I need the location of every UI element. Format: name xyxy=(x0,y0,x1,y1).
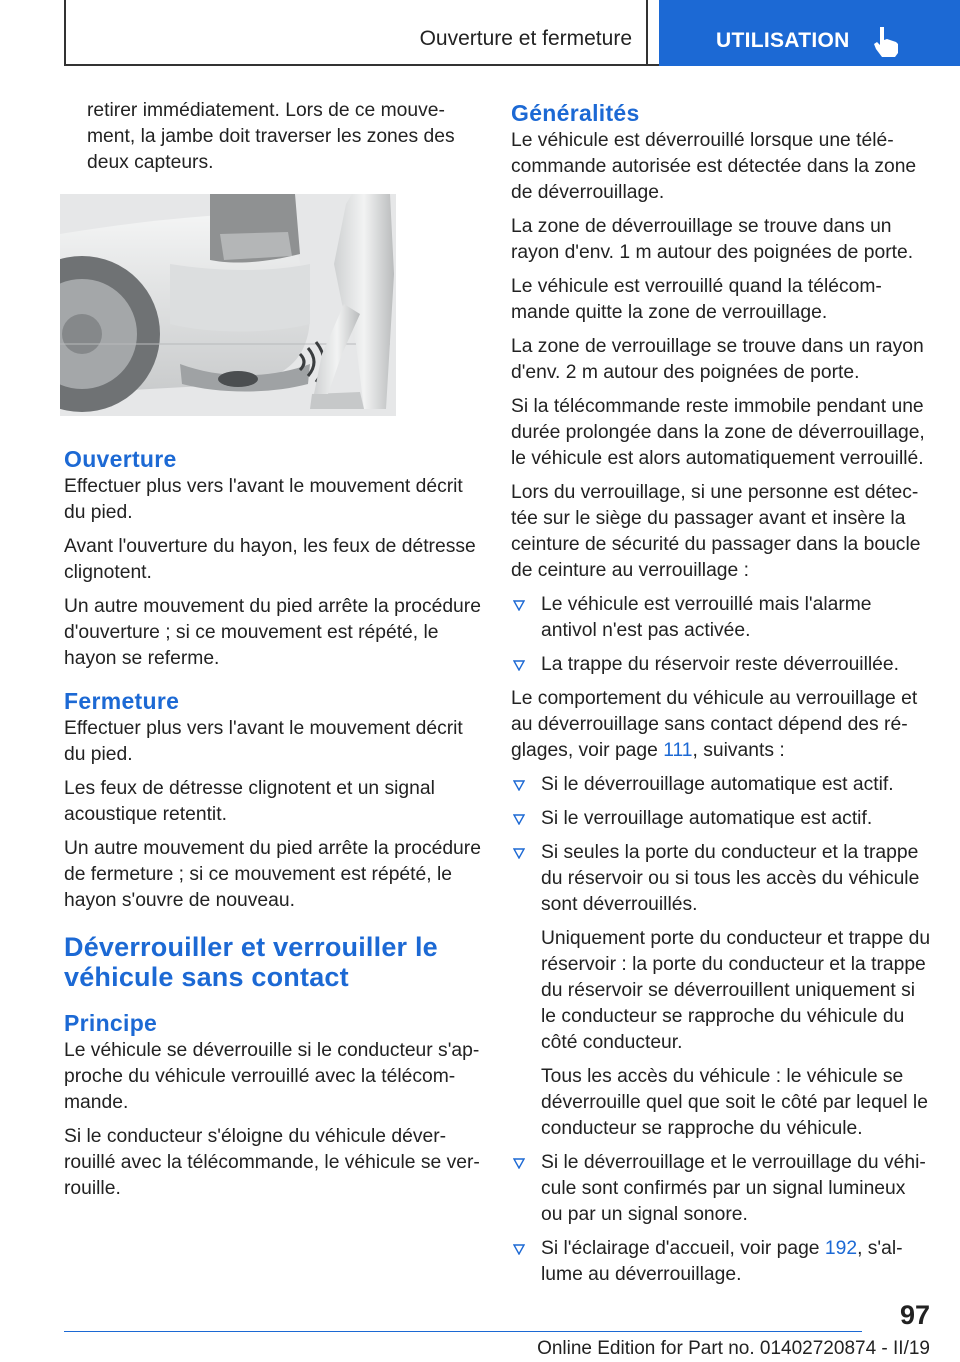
header-section-title xyxy=(64,0,648,64)
section-heading: Déverrouiller et verrouiller le véhicule sans contact xyxy=(64,932,438,992)
triangle-bullet-icon xyxy=(513,1158,525,1169)
triangle-bullet-icon xyxy=(513,1244,525,1255)
triangle-bullet-icon xyxy=(513,600,525,611)
bullet-text: Si le déverrouillage automatique est actif. xyxy=(541,774,894,795)
bullet-tail: , s'allume au déverrouillage. xyxy=(541,1238,903,1285)
ouverture-p2: Avant l'ouverture du hayon, les feux de détresse clignotent. xyxy=(64,536,476,583)
bullet-text: Le véhicule est verrouillé mais l'alarme antivol n'est pas activée. xyxy=(541,594,872,641)
continued-text: retirer immédiatement. Lors de ce mouvement, la jambe doit traverser les zones des deux capteurs. xyxy=(87,100,455,173)
page-link-111[interactable]: 111 xyxy=(663,740,693,761)
generalites-p3: Le véhicule est verrouillé quand la télécommande quitte la zone de verrouillage. xyxy=(511,276,882,323)
generalites-p1: Le véhicule est déverrouillé lorsque une télécommande autorisée est détectée dans la zone de déverrouillage. xyxy=(511,130,917,203)
fermeture-p1: Effectuer plus vers l'avant le mouvement décrit du pied. xyxy=(64,718,463,765)
triangle-bullet-icon xyxy=(513,814,525,825)
section-title-text: Ouverture et fermeture xyxy=(419,27,632,50)
bullet-text: Si le déverrouillage et le verrouillage du véhicule sont confirmés par un signal lumineux ou par un signal sonore. xyxy=(541,1152,926,1225)
tailgate-foot-sensor-illustration xyxy=(60,194,396,416)
triangle-bullet-icon xyxy=(513,660,525,671)
page-link-192[interactable]: 192 xyxy=(824,1238,858,1259)
bullet-text: Si seules la porte du conducteur et la trappe du réservoir ou si tous les accès du véhicule sont déverrouillés. xyxy=(541,842,920,915)
generalites-p4: La zone de verrouillage se trouve dans un rayon d'env. 2 m autour des poignées de porte. xyxy=(511,336,924,383)
bullet-text: Si le verrouillage automatique est actif. xyxy=(541,808,873,829)
list-item xyxy=(511,806,931,832)
left-column xyxy=(64,98,482,184)
chapter-tab[interactable] xyxy=(659,0,960,66)
edition-text: Online Edition for Part no. 01402720874 - II/19 xyxy=(537,1338,930,1359)
list-item xyxy=(511,840,931,918)
pointing-hand-icon xyxy=(870,25,904,59)
bullet-text: La trappe du réservoir reste déverrouillée. xyxy=(541,654,899,675)
bullet-text: Si l'éclairage d'accueil, voir page xyxy=(541,1238,825,1259)
triangle-bullet-icon xyxy=(513,780,525,791)
list-item xyxy=(511,592,931,644)
list-item xyxy=(511,652,931,678)
heading-ouverture: Ouverture xyxy=(64,446,177,472)
fermeture-p2: Les feux de détresse clignotent et un signal acoustique retentit. xyxy=(64,778,435,825)
principe-p2: Si le conducteur s'éloigne du véhicule déverrouillé avec la télécommande, le véhicule se verrouille. xyxy=(64,1126,480,1199)
list-item xyxy=(511,1150,931,1228)
list-item xyxy=(511,1236,931,1288)
principe-p1: Le véhicule se déverrouille si le conducteur s'approche du véhicule verrouillé avec la télécommande. xyxy=(64,1040,480,1113)
triangle-bullet-icon xyxy=(513,848,525,859)
ouverture-p3: Un autre mouvement du pied arrête la procédure d'ouverture ; si ce mouvement est répété, le hayon se referme. xyxy=(64,596,481,669)
left-column-lower xyxy=(64,444,482,1210)
right-column xyxy=(511,98,931,1296)
sub-paragraph-2: Tous les accès du véhicule : le véhicule se déverrouille quel que soit le côté par lequel le conducteur se rapproche du véhicule. xyxy=(541,1066,928,1139)
page-number: 97 xyxy=(899,1300,930,1330)
ouverture-p1: Effectuer plus vers l'avant le mouvement décrit du pied. xyxy=(64,476,463,523)
p7-text: Le comportement du véhicule au verrouillage et au déverrouillage sans contact dépend des réglages, voir page xyxy=(511,688,918,761)
p7-tail: , suivants : xyxy=(692,740,785,761)
fermeture-p3: Un autre mouvement du pied arrête la procédure de fermeture ; si ce mouvement est répété, le hayon s'ouvre de nouveau. xyxy=(64,838,481,911)
footer-divider xyxy=(64,1331,862,1332)
heading-fermeture: Fermeture xyxy=(64,688,180,714)
chapter-tab-label: UTILISATION xyxy=(716,29,850,52)
generalites-p6: Lors du verrouillage, si une personne est détectée sur le siège du passager avant et insère la ceinture de sécurité du passager dans la boucle de ceinture au verrouillage : xyxy=(511,482,921,581)
car-rear-image xyxy=(60,194,396,416)
sub-paragraph-1: Uniquement porte du conducteur et trappe du réservoir : la porte du conducteur et la trappe du réservoir se déverrouillent uniquement si le conducteur se rapproche du véhicule du côté conducteur. xyxy=(541,928,931,1053)
generalites-p7 xyxy=(511,686,931,764)
list-item xyxy=(511,772,931,798)
heading-generalites: Généralités xyxy=(511,100,640,126)
generalites-p2: La zone de déverrouillage se trouve dans un rayon d'env. 1 m autour des poignées de porte. xyxy=(511,216,914,263)
generalites-p5: Si la télécommande reste immobile pendant une durée prolongée dans la zone de déverrouillage, le véhicule est alors automatiquement verrouillé. xyxy=(511,396,925,469)
heading-principe: Principe xyxy=(64,1010,158,1036)
